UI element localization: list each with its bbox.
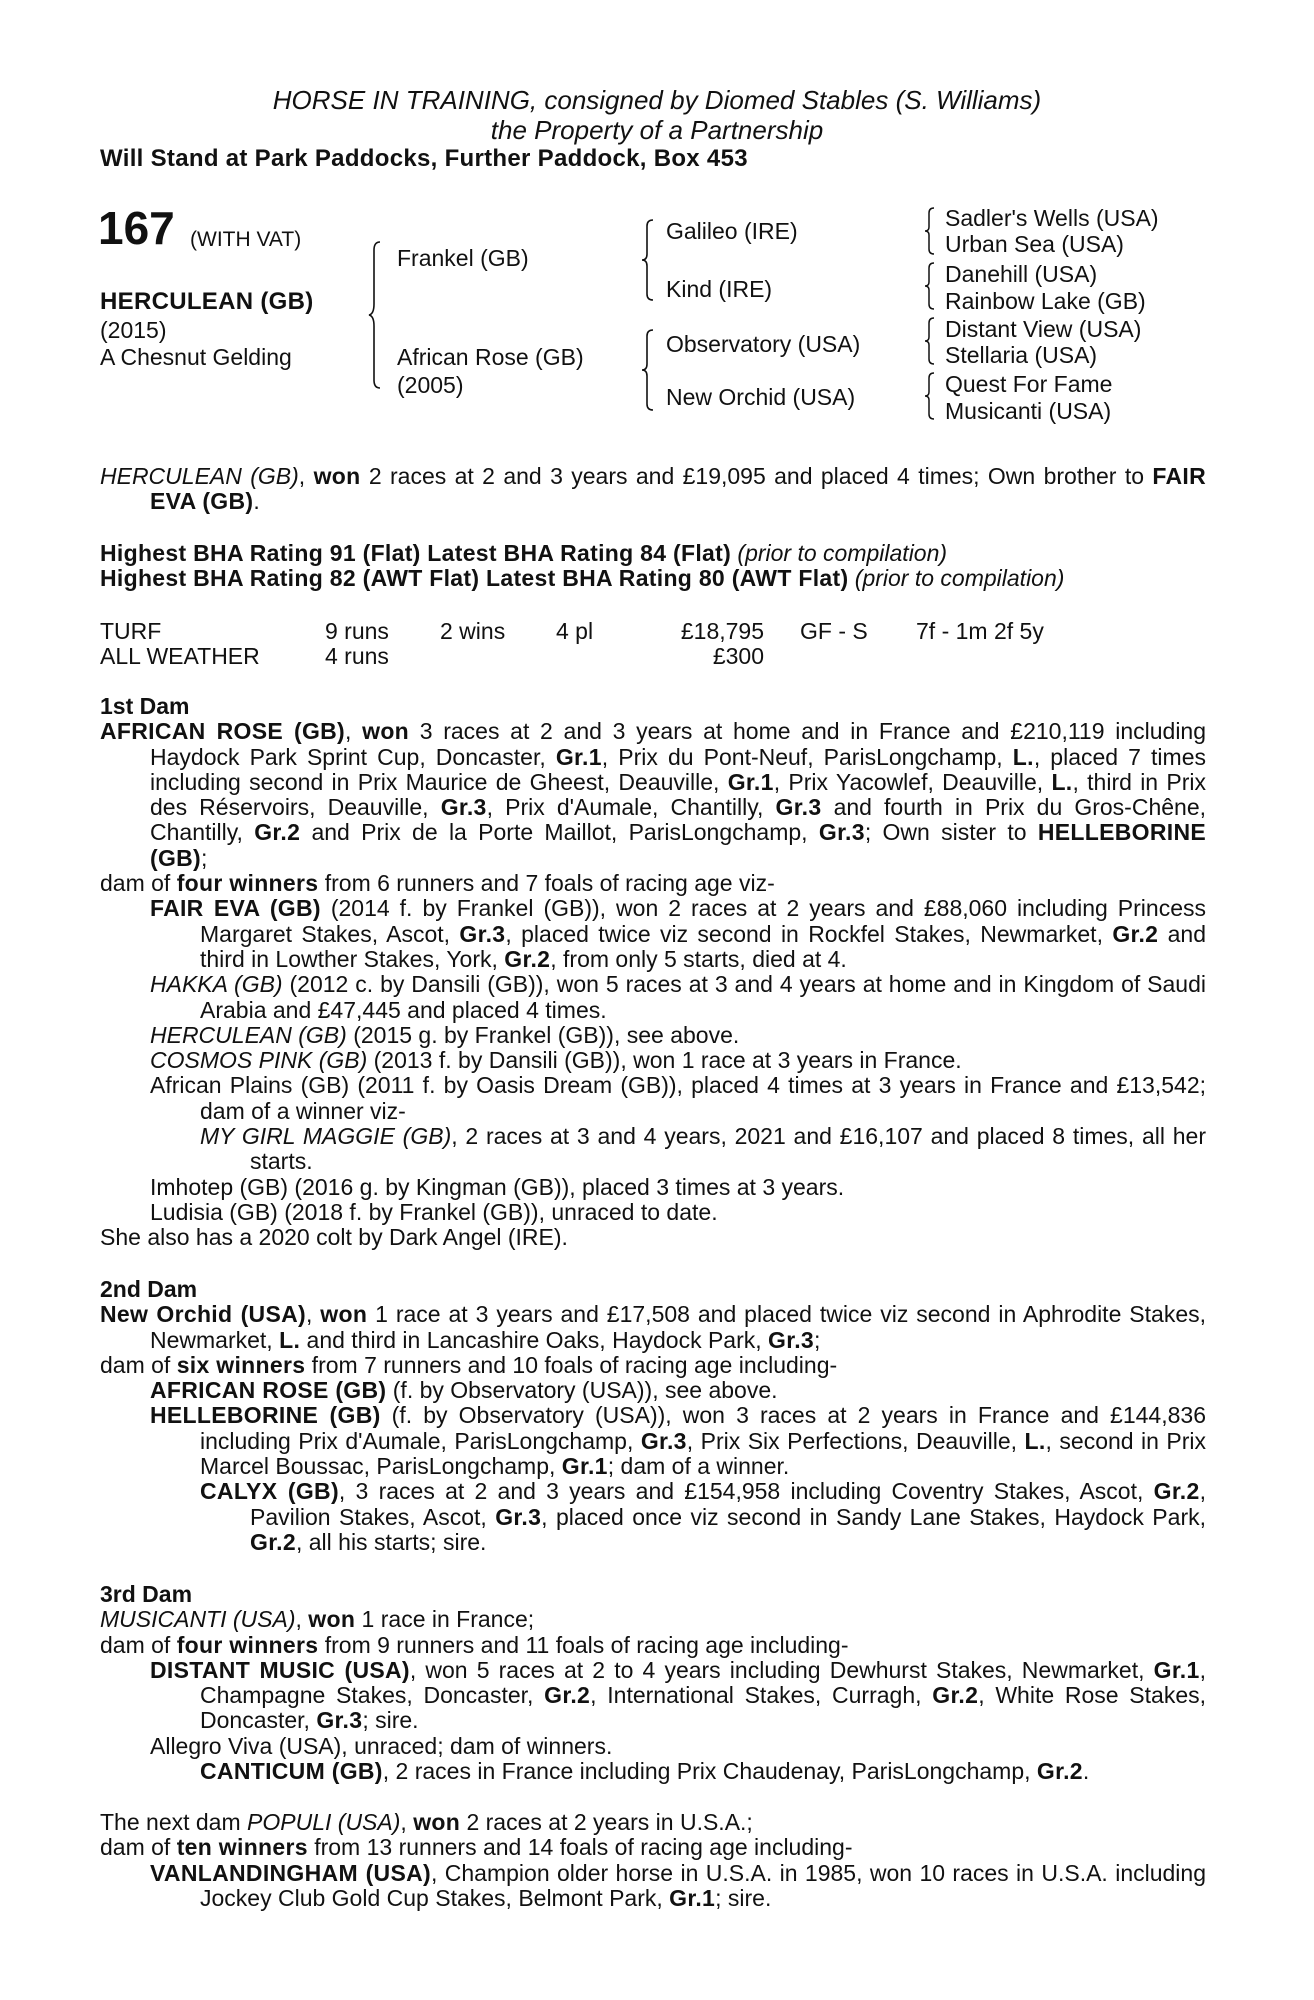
produce-text: (2015 g. by Frankel (GB)), see above. <box>346 1021 740 1048</box>
pedigree-sire-dam: Kind (IRE) <box>666 276 773 302</box>
produce-fair-eva: FAIR EVA (GB) <box>150 895 321 922</box>
stand-location: Will Stand at Park Paddocks, Further Paddock, Box 453 <box>100 145 748 172</box>
grade: Gr.3 <box>818 819 865 846</box>
produce-hakka: HAKKA (GB) <box>150 971 283 998</box>
produce-text: . <box>1082 1758 1090 1785</box>
produce-text: ; sire. <box>362 1707 419 1734</box>
produce-text: (2014 f. by Frankel (GB)), won 2 races at 2 years and £88,060 including Princess Margaret Stakes, Ascot, <box>200 895 1206 947</box>
property-line: the Property of a Partnership <box>490 115 824 145</box>
dam-of-text: dam of <box>100 1351 177 1378</box>
produce-text: , Prix Six Perfections, Deauville, <box>686 1427 1025 1454</box>
produce-text: , White Rose Stakes, Doncaster, <box>200 1682 1206 1734</box>
first-dam-heading: 1st Dam <box>100 693 190 719</box>
pedigree-ddd: Musicanti (USA) <box>945 398 1112 424</box>
grade: Gr.3 <box>640 1427 687 1454</box>
second-dam-text: ; <box>814 1326 821 1353</box>
third-dam-won: won <box>308 1606 356 1633</box>
grade: Gr.3 <box>768 1326 815 1353</box>
dam-of-text: from 6 runners and 7 foals of racing age viz- <box>318 870 775 897</box>
ratings-block <box>100 541 1206 592</box>
produce-vanlandingham: VANLANDINGHAM (USA) <box>150 1859 431 1886</box>
pedigree-sds: Danehill (USA) <box>945 261 1098 287</box>
dam-of-text: dam of <box>100 870 177 897</box>
grade: Gr.1 <box>669 1884 716 1911</box>
produce-canticum: CANTICUM (GB) <box>200 1758 383 1785</box>
produce-text: , placed twice viz second in Rockfel Stakes, Newmarket, <box>505 920 1113 947</box>
pedigree-dds: Quest For Fame <box>945 371 1113 397</box>
rating-line-1: Highest BHA Rating 91 (Flat) Latest BHA Rating 84 (Flat) <box>100 540 732 566</box>
consignor-line: HORSE IN TRAINING, consigned by Diomed Stables (S. Williams) <box>272 85 1042 115</box>
pedigree-bracket-3d <box>924 371 936 421</box>
produce-text: , Champagne Stakes, Doncaster, <box>200 1656 1206 1709</box>
record-turf-money: £18,795 <box>680 618 764 644</box>
third-dam-heading: 3rd Dam <box>100 1581 193 1607</box>
first-dam-text: , Prix Yacowlef, Deauville, <box>773 768 1052 795</box>
grade: Gr.2 <box>1153 1478 1200 1505</box>
first-dam-text: , Prix du Pont-Neuf, ParisLongchamp, <box>601 743 1013 770</box>
record-turf-label: TURF <box>100 618 162 644</box>
second-dam-text: 1 race at 3 years and £17,508 and placed twice viz second in Aphrodite Stakes, Newmarket, <box>150 1301 1206 1353</box>
lot-number: 167 <box>98 202 175 254</box>
dam-of-text: dam of <box>100 1834 177 1861</box>
produce-text: (f. by Observatory (USA)), see above. <box>386 1377 778 1404</box>
pedigree-ssd: Urban Sea (USA) <box>945 231 1124 257</box>
next-dam-won: won <box>413 1809 461 1835</box>
dam-of-winners: four winners <box>176 1631 319 1658</box>
grade: Gr.2 <box>1112 920 1159 947</box>
produce-text: ; dam of a winner. <box>607 1453 790 1480</box>
pedigree-sdd: Rainbow Lake (GB) <box>945 288 1146 314</box>
first-dam-sister: HELLEBORINE (GB) <box>150 819 1207 871</box>
first-dam-text: 3 races at 2 and 3 years at home and in France and £210,119 including Haydock Park Sprint Cup, Doncaster, <box>150 718 1207 770</box>
first-dam-text: ; <box>201 844 208 871</box>
summary-end: . <box>253 488 260 515</box>
next-dam-text: The next dam <box>100 1809 248 1835</box>
third-dam-text: 1 race in France; <box>355 1606 535 1633</box>
produce-text: and third in Lowther Stakes, York, <box>200 920 1206 972</box>
produce-text: , International Stakes, Curragh, <box>590 1682 933 1709</box>
grade: Gr.3 <box>775 794 822 821</box>
record-turf-placed: 4 pl <box>556 618 594 644</box>
produce-calyx: CALYX (GB) <box>200 1478 339 1505</box>
grade: Gr.1 <box>1153 1656 1200 1683</box>
produce-text: (2012 c. by Dansili (GB)), won 5 races at 3 and 4 years at home and in Kingdom of Saudi Arabia and £47,445 and placed 4 times. <box>200 971 1207 1023</box>
first-dam-text: ; Own sister to <box>864 819 1038 846</box>
listed: L. <box>279 1326 301 1353</box>
grade: Gr.1 <box>555 743 602 770</box>
produce-ludisia: Ludisia (GB) (2018 f. by Frankel (GB)), unraced to date. <box>150 1198 718 1225</box>
pedigree-bracket-3b <box>924 261 936 311</box>
dam-of-text: from 13 runners and 14 foals of racing age including- <box>307 1834 853 1861</box>
record-turf-runs: 9 runs <box>325 618 389 644</box>
produce-text: , Pavilion Stakes, Ascot, <box>250 1478 1206 1530</box>
produce-text: , second in Prix Marcel Boussac, ParisLongchamp, <box>200 1427 1207 1480</box>
horse-description: A Chesnut Gelding <box>100 344 292 370</box>
summary-text: 2 races at 2 and 3 years and £19,095 and placed 4 times; Own brother to <box>360 463 1153 489</box>
pedigree-dam-dam: New Orchid (USA) <box>666 384 856 410</box>
pedigree-dam-sire: Observatory (USA) <box>666 331 861 357</box>
produce-african-rose: AFRICAN ROSE (GB) <box>150 1377 387 1404</box>
pedigree-bracket-main <box>368 240 382 390</box>
first-dam-text: and Prix de la Porte Maillot, ParisLongchamp, <box>300 819 819 846</box>
produce-allegro-viva: Allegro Viva (USA), unraced; dam of winners. <box>150 1732 613 1759</box>
next-dam-comma: , <box>400 1809 414 1835</box>
next-dam-name: POPULI (USA) <box>247 1809 401 1835</box>
rating-line-2-note: (prior to compilation) <box>854 565 1065 592</box>
rating-line-1-note: (prior to compilation) <box>737 540 948 566</box>
third-dam-section: 3rd Dam MUSICANTI (USA), won 1 race in France; dam of four winners from 9 runners and 11 foals of racing age including- DISTANT MUSIC (USA), won 5 races at 2 to 4 years including Dewhurst Stakes, Newmarket, Gr.1, Champagne Stakes, Doncaster, Gr.2, International Stakes, Curragh, Gr.2, White Rose Stakes, Doncaster, Gr.3; sire. Allegro Viva (USA), unraced; dam of winners. CANTICUM (GB), 2 races in France including Prix Chaudenay, ParisLongchamp, Gr.2. <box>100 1581 1206 1785</box>
pedigree-bracket-3c <box>924 316 936 366</box>
produce-colt: She also has a 2020 colt by Dark Angel (IRE). <box>100 1224 568 1251</box>
produce-text: ; sire. <box>715 1884 772 1911</box>
record-aw-label: ALL WEATHER <box>100 643 260 669</box>
third-dam-name: MUSICANTI (USA) <box>100 1606 296 1633</box>
rating-line-2: Highest BHA Rating 82 (AWT Flat) Latest BHA Rating 80 (AWT Flat) <box>100 565 849 592</box>
first-dam-text: and fourth in Prix du Gros-Chêne, Chantilly, <box>150 794 1206 846</box>
listed: L. <box>1024 1427 1046 1454</box>
first-dam-text: , placed 7 times including second in Prix Maurice de Gheest, Deauville, <box>150 743 1206 795</box>
pedigree-dam: African Rose (GB) <box>397 344 584 370</box>
pedigree-bracket-3a <box>924 206 936 256</box>
produce-text: (2013 f. by Dansili (GB)), won 1 race at 3 years in France. <box>367 1047 962 1074</box>
second-dam-name: New Orchid (USA) <box>100 1301 306 1328</box>
pedigree-sire-sire: Galileo (IRE) <box>666 218 798 244</box>
grade: Gr.2 <box>250 1528 296 1555</box>
produce-text: , 2 races at 3 and 4 years, 2021 and £16,107 and placed 8 times, all her starts. <box>250 1123 1206 1175</box>
first-dam-section: 1st Dam AFRICAN ROSE (GB), won 3 races at 2 and 3 years at home and in France and £210,119 including Haydock Park Sprint Cup, Doncaster, Gr.1, Prix du Pont-Neuf, ParisLongchamp, L., placed 7 times including second in Prix Maurice de Gheest, Deauville, Gr.1, Prix Yacowlef, Deauville, L., third in Prix des Réservoirs, Deauville, Gr.3, Prix d'Aumale, Chantilly, Gr.3 and fourth in Prix du Gros-Chêne, Chantilly, Gr.2 and Prix de la Porte Maillot, ParisLongchamp, Gr.3; Own sister to HELLEBORINE (GB); dam of four winners from 6 runners and 7 foals of racing age viz- FAIR EVA (GB) (2014 f. by Frankel (GB)), won 2 races at 2 years and £88,060 including Princess Margaret Stakes, Ascot, Gr.3, placed twice viz second in Rockfel Stakes, Newmarket, Gr.2 and third in Lowther Stakes, York, Gr.2, from only 5 starts, died at 4. HAKKA (GB) (2012 c. by Dansili (GB)), won 5 races at 3 and 4 years at home and in Kingdom of Saudi Arabia and £47,445 and placed 4 times. HERCULEAN (GB) (2015 g. by Frankel (GB)), see above. COSMOS PINK (GB) (2013 f. by Dansili (GB)), won 1 race at 3 years in France. African Plains (GB) (2011 f. by Oasis Dream (GB)), placed 4 times at 3 years in France and £13,542; dam of a winner viz- MY GIRL MAGGIE (GB), 2 races at 3 and 4 years, 2021 and £16,107 and placed 8 times, all her starts. Imhotep (GB) (2016 g. by Kingman (GB)), placed 3 times at 3 years. Ludisia (GB) (2018 f. by Frankel (GB)), unraced to date. She also has a 2020 colt by Dark Angel (IRE). <box>100 693 1207 1251</box>
dam-of-winners: four winners <box>176 870 319 897</box>
produce-my-girl-maggie: MY GIRL MAGGIE (GB) <box>200 1123 452 1150</box>
produce-distant-music: DISTANT MUSIC (USA) <box>150 1656 410 1683</box>
produce-text: , placed once viz second in Sandy Lane Stakes, Haydock Park, <box>541 1503 1206 1530</box>
summary-won: won <box>313 463 361 489</box>
second-dam-heading: 2nd Dam <box>100 1276 198 1302</box>
pedigree-dam-year: (2005) <box>397 372 464 398</box>
summary-horse-name: HERCULEAN (GB) <box>100 463 299 489</box>
record-turf-going: GF - S <box>800 618 868 644</box>
produce-text: , from only 5 starts, died at 4. <box>550 945 847 972</box>
grade: Gr.3 <box>316 1707 363 1734</box>
produce-text: , 2 races in France including Prix Chaudenay, ParisLongchamp, <box>382 1758 1037 1785</box>
produce-text: , 3 races at 2 and 3 years and £154,958 including Coventry Stakes, Ascot, <box>338 1478 1154 1505</box>
vat-note: (WITH VAT) <box>190 228 302 251</box>
produce-cosmos-pink: COSMOS PINK (GB) <box>150 1047 368 1074</box>
dam-of-winners: six winners <box>176 1351 306 1378</box>
pedigree-sire: Frankel (GB) <box>397 245 529 271</box>
first-dam-text: , third in Prix des Réservoirs, Deauville, <box>150 768 1206 821</box>
pedigree-sss: Sadler's Wells (USA) <box>945 205 1159 231</box>
first-dam-won: won <box>362 718 410 745</box>
produce-text: , won 5 races at 2 to 4 years including Dewhurst Stakes, Newmarket, <box>409 1656 1154 1683</box>
grade: Gr.3 <box>459 920 506 947</box>
record-turf-wins: 2 wins <box>440 618 506 644</box>
grade: Gr.1 <box>727 768 774 795</box>
horse-year: (2015) <box>100 317 167 343</box>
first-dam-name: AFRICAN ROSE (GB) <box>100 718 346 745</box>
produce-african-plains: African Plains (GB) (2011 f. by Oasis Dream (GB)), placed 4 times at 3 years in France and £13,542; dam of a winner viz- <box>150 1072 1206 1124</box>
grade: Gr.2 <box>504 945 551 972</box>
dam-of-text: from 7 runners and 10 foals of racing age including- <box>305 1351 838 1378</box>
pedigree-dsd: Stellaria (USA) <box>945 342 1098 368</box>
grade: Gr.3 <box>495 1503 542 1530</box>
produce-text: , all his starts; sire. <box>295 1528 487 1555</box>
record-aw-runs: 4 runs <box>325 643 389 669</box>
grade: Gr.2 <box>254 819 301 846</box>
grade: Gr.2 <box>544 1682 591 1709</box>
produce-helleborine: HELLEBORINE (GB) <box>150 1402 381 1429</box>
second-dam-section: 2nd Dam New Orchid (USA), won 1 race at 3 years and £17,508 and placed twice viz second in Aphrodite Stakes, Newmarket, L. and third in Lancashire Oaks, Haydock Park, Gr.3; dam of six winners from 7 runners and 10 foals of racing age including- AFRICAN ROSE (GB) (f. by Observatory (USA)), see above. HELLEBORINE (GB) (f. by Observatory (USA)), won 3 races at 2 years in France and £144,836 including Prix d'Aumale, ParisLongchamp, Gr.3, Prix Six Perfections, Deauville, L., second in Prix Marcel Boussac, ParisLongchamp, Gr.1; dam of a winner. CALYX (GB), 3 races at 2 and 3 years and £154,958 including Coventry Stakes, Ascot, Gr.2, Pavilion Stakes, Ascot, Gr.3, placed once viz second in Sandy Lane Stakes, Haydock Park, Gr.2, all his starts; sire. <box>100 1276 1207 1555</box>
produce-imhotep: Imhotep (GB) (2016 g. by Kingman (GB)), placed 3 times at 3 years. <box>150 1173 845 1200</box>
dam-of-text: from 9 runners and 11 foals of racing age including- <box>318 1631 849 1658</box>
second-dam-text: and third in Lancashire Oaks, Haydock Park, <box>300 1326 769 1353</box>
dam-of-winners: ten winners <box>176 1834 308 1861</box>
horse-summary: HERCULEAN (GB), won 2 races at 2 and 3 years and £19,095 and placed 4 times; Own brother to FAIR EVA (GB). <box>100 463 1206 515</box>
record-turf-distance: 7f - 1m 2f 5y <box>916 618 1044 644</box>
horse-name: HERCULEAN (GB) <box>100 288 314 315</box>
grade: Gr.2 <box>1036 1758 1083 1785</box>
listed: L. <box>1051 768 1073 795</box>
pedigree-bracket-sire <box>641 218 655 302</box>
dam-of-text: dam of <box>100 1631 177 1658</box>
pedigree-dss: Distant View (USA) <box>945 316 1142 342</box>
listed: L. <box>1012 743 1034 770</box>
next-dam-text: 2 races at 2 years in U.S.A.; <box>460 1809 753 1835</box>
grade: Gr.1 <box>561 1453 608 1480</box>
second-dam-won: won <box>320 1301 368 1328</box>
produce-text: , Champion older horse in U.S.A. in 1985, won 10 races in U.S.A. including Jockey Club Gold Cup Stakes, Belmont Park, <box>200 1859 1206 1911</box>
summary-brother: FAIR EVA (GB) <box>150 463 1206 515</box>
produce-herculean: HERCULEAN (GB) <box>150 1021 347 1048</box>
pedigree-bracket-dam <box>641 328 655 412</box>
grade: Gr.2 <box>932 1682 979 1709</box>
grade: Gr.3 <box>440 794 487 821</box>
produce-text: (f. by Observatory (USA)), won 3 races at 2 years in France and £144,836 including Prix d'Aumale, ParisLongchamp, <box>200 1402 1206 1454</box>
record-aw-money: £300 <box>712 643 764 669</box>
first-dam-text: , Prix d'Aumale, Chantilly, <box>486 794 776 821</box>
next-dam-section <box>100 1810 1206 1911</box>
